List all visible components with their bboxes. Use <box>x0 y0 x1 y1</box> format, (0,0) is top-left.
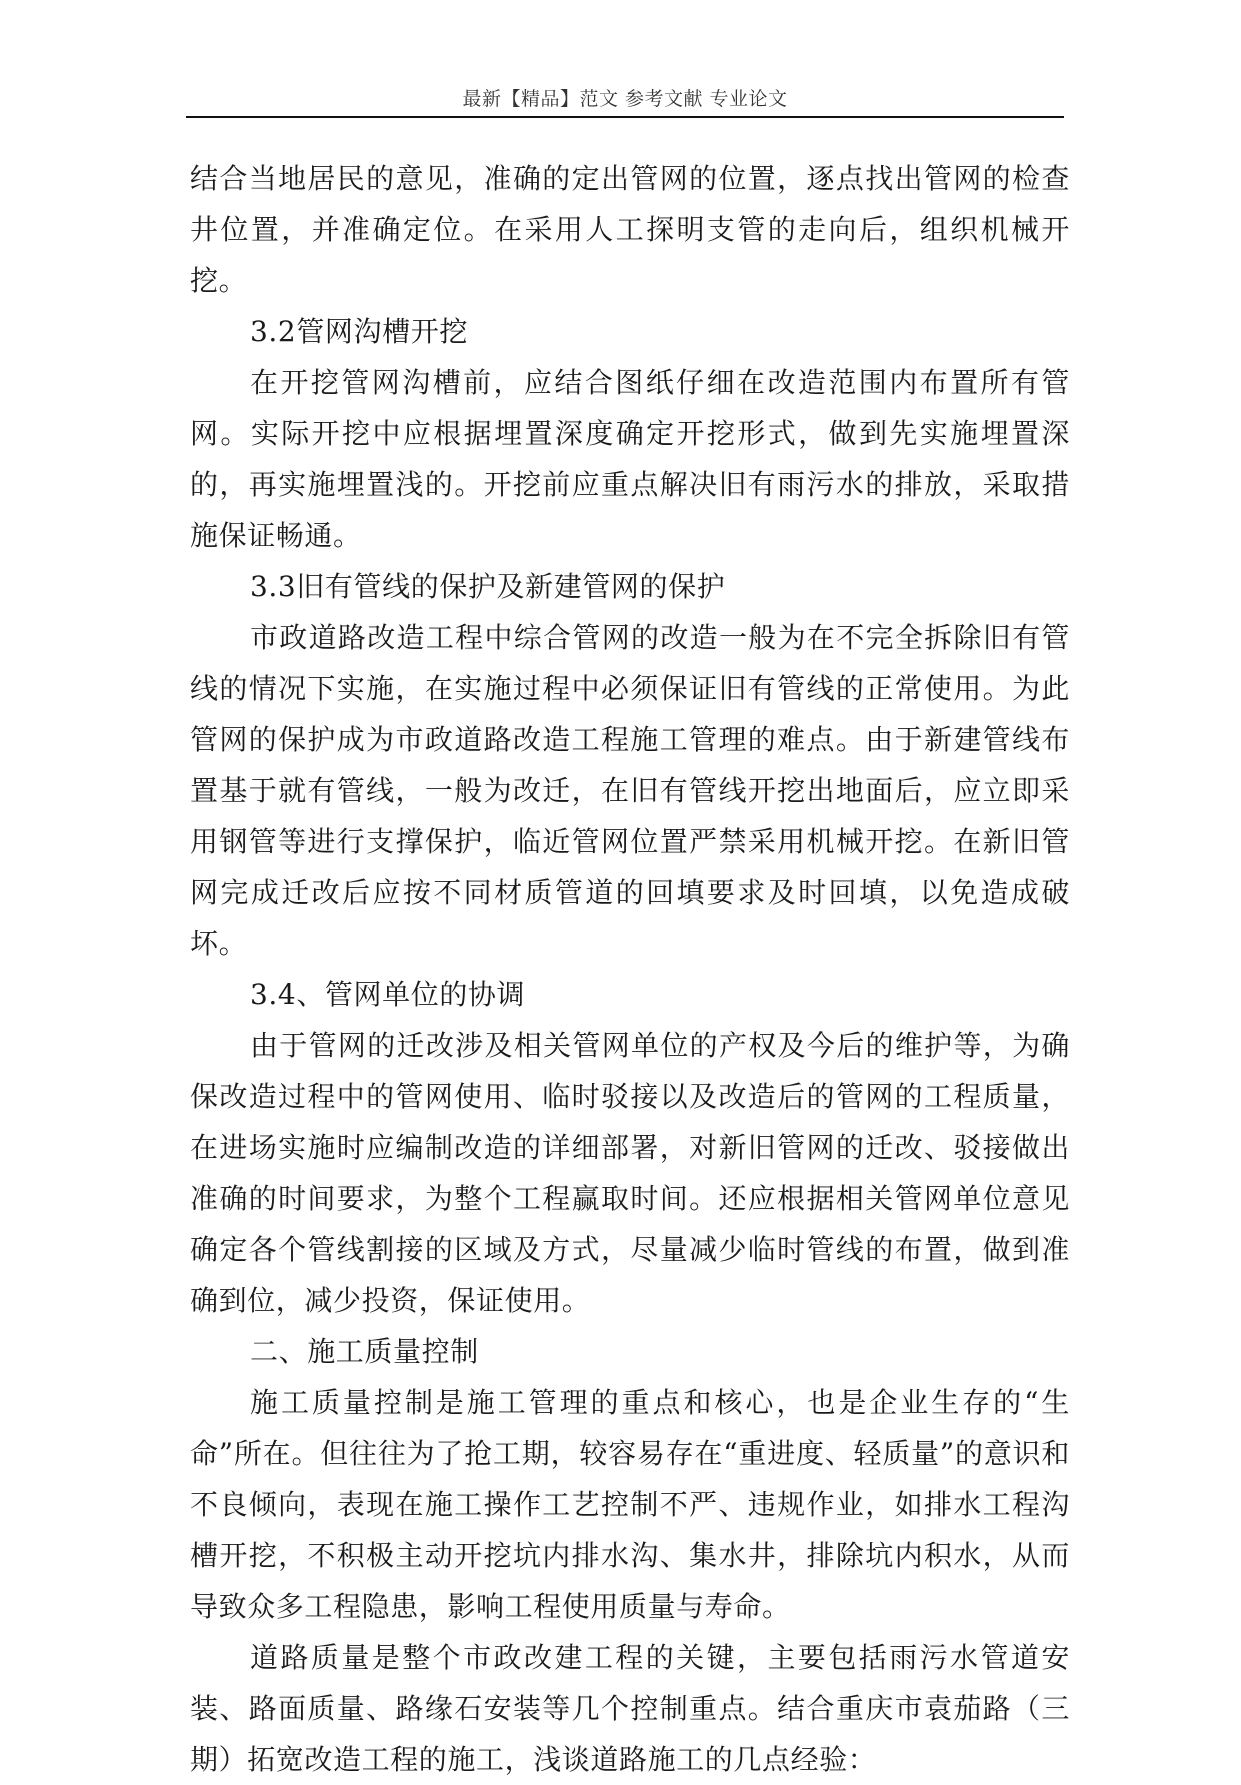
page-header: 最新【精品】范文 参考文献 专业论文 <box>462 88 788 110</box>
section-heading-quality-control: 二、施工质量控制 <box>250 1335 479 1368</box>
section-heading-3-2: 3.2管网沟槽开挖 <box>250 315 468 348</box>
paragraph-continuation: 结合当地居民的意见，准确的定出管网的位置，逐点找出管网的检查井位置，并准确定位。在采用人工探明支管的走向后，组织机械开挖。 <box>190 162 1070 297</box>
paragraph: 由于管网的迁改涉及相关管网单位的产权及今后的维护等，为确保改造过程中的管网使用、临时驳接以及改造后的管网的工程质量，在进场实施时应编制改造的详细部署，对新旧管网的迁改、驳接做出准确的时间要求，为整个工程赢取时间。还应根据相关管网单位意见确定各个管线割接的区域及方式，尽量减少临时管线的布置，做到准确到位，减少投资，保证使用。 <box>190 1029 1070 1317</box>
paragraph: 道路质量是整个市政改建工程的关键，主要包括雨污水管道安装、路面质量、路缘石安装等几个控制重点。结合重庆市袁茄路（三期）拓宽改造工程的施工，浅谈道路施工的几点经验： <box>190 1641 1070 1776</box>
header-divider <box>186 116 1064 118</box>
paragraph: 市政道路改造工程中综合管网的改造一般为在不完全拆除旧有管线的情况下实施，在实施过程中必须保证旧有管线的正常使用。为此管网的保护成为市政道路改造工程施工管理的难点。由于新建管线布置基于就有管线，一般为改迁，在旧有管线开挖出地面后，应立即采用钢管等进行支撑保护，临近管网位置严禁采用机械开挖。在新旧管网完成迁改后应按不同材质管道的回填要求及时回填，以免造成破坏。 <box>190 621 1070 960</box>
paragraph: 在开挖管网沟槽前，应结合图纸仔细在改造范围内布置所有管网。实际开挖中应根据埋置深度确定开挖形式，做到先实施埋置深的，再实施埋置浅的。开挖前应重点解决旧有雨污水的排放，采取措施保证畅通。 <box>190 366 1070 552</box>
section-heading-3-3: 3.3旧有管线的保护及新建管网的保护 <box>250 570 726 603</box>
document-body <box>190 153 1070 1785</box>
section-heading-3-4: 3.4、管网单位的协调 <box>250 978 526 1011</box>
paragraph: 施工质量控制是施工管理的重点和核心，也是企业生存的“生命”所在。但往往为了抢工期，较容易存在“重进度、轻质量”的意识和不良倾向，表现在施工操作工艺控制不严、违规作业，如排水工程沟槽开挖，不积极主动开挖坑内排水沟、集水井，排除坑内积水，从而导致众多工程隐患，影响工程使用质量与寿命。 <box>190 1386 1070 1623</box>
